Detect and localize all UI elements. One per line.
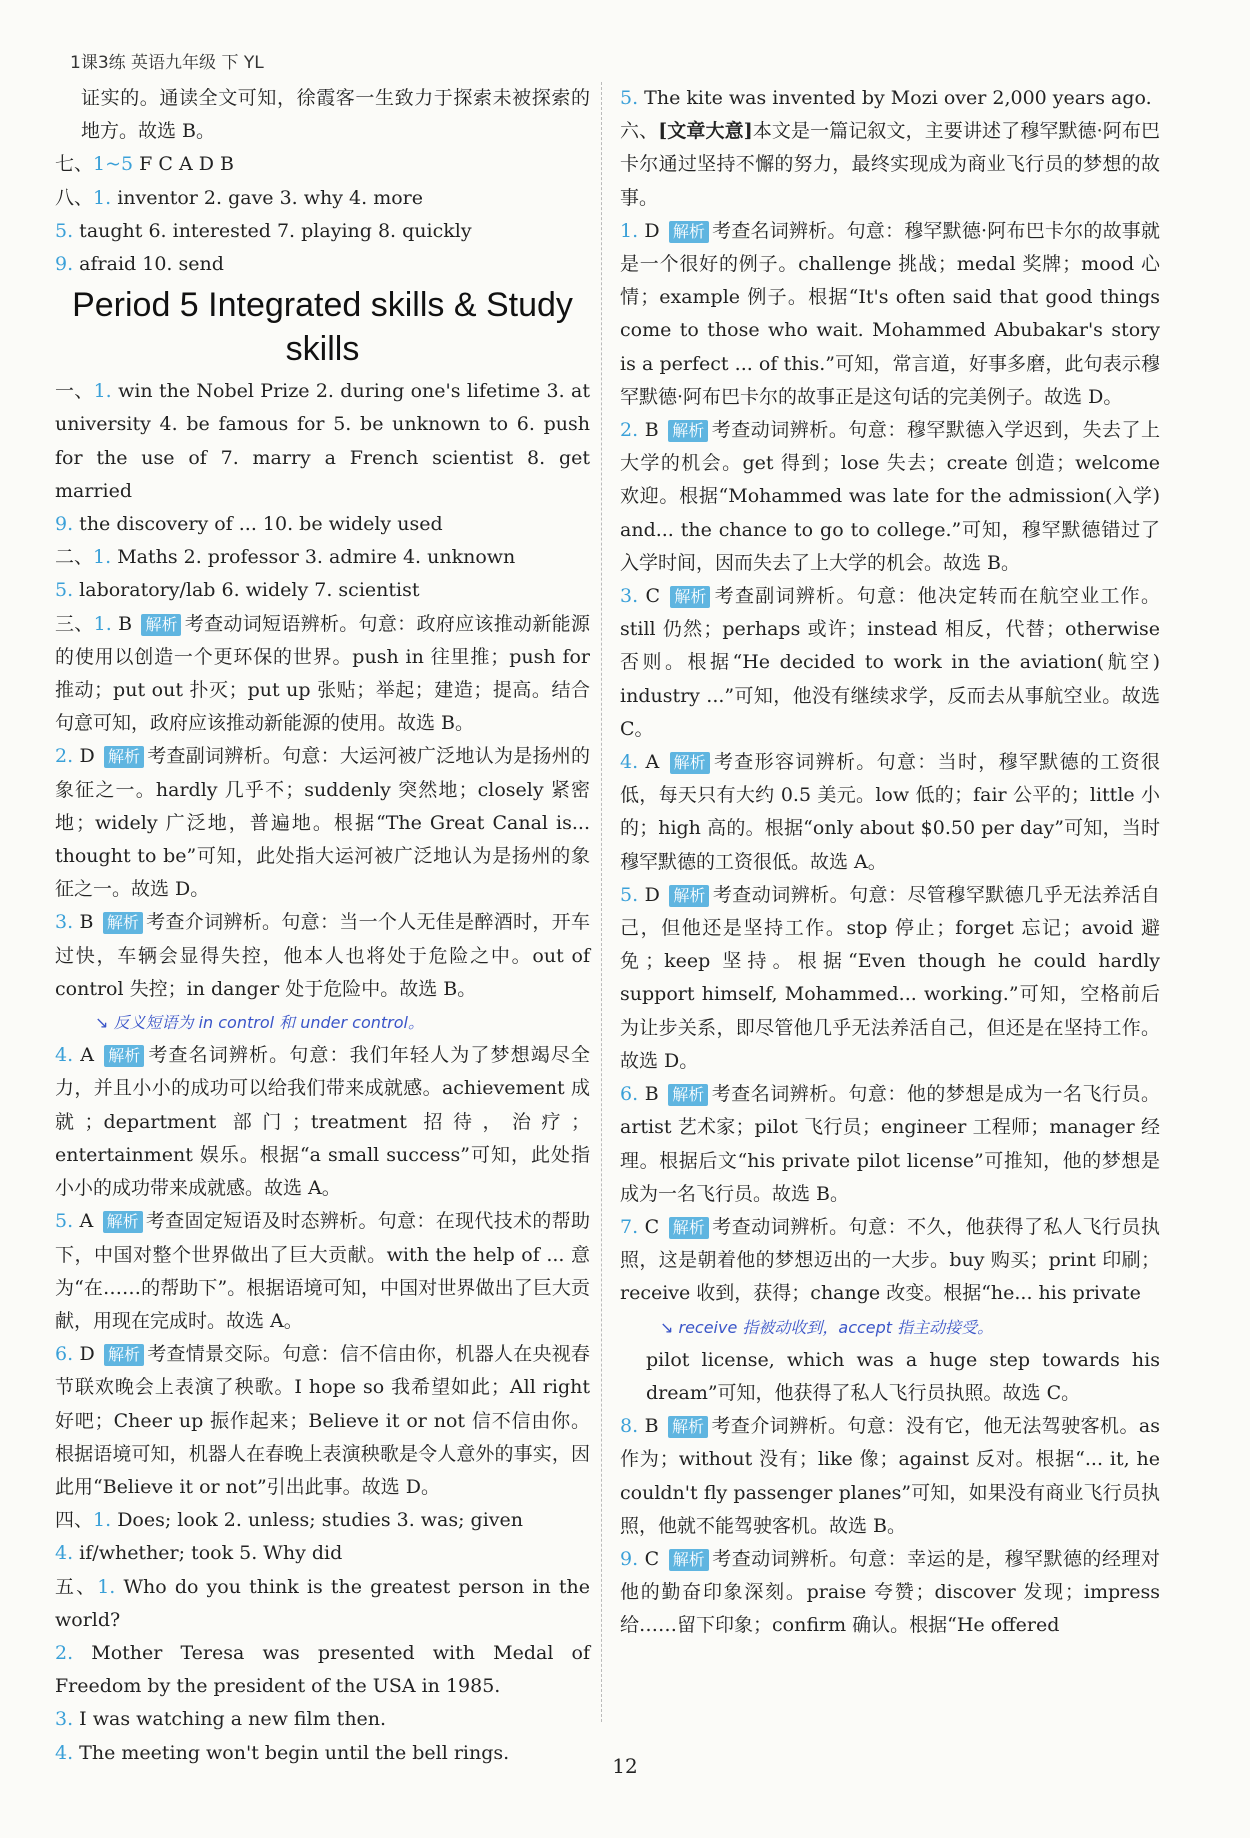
item-number: 3. (55, 1708, 74, 1731)
item-number: 5. (55, 1210, 74, 1233)
item-number: 1. (93, 546, 112, 569)
answer-item (620, 1211, 1160, 1311)
section-label: 八、 (55, 186, 94, 209)
item-number: 1. (620, 219, 639, 242)
analysis-tag: 解析 (104, 1045, 144, 1067)
answer-item (620, 1410, 1160, 1543)
answer-item (55, 1039, 590, 1205)
item-number: 5. (55, 579, 74, 602)
answer-line (55, 1571, 590, 1637)
answer-choice: D (638, 219, 666, 242)
item-text: 考查动词辨析。句意：幸运的是，穆罕默德的经理对他的勤奋印象深刻。praise 夸赞；discover 发现；impress 给……留下印象；confirm 确认。根据“He offered (620, 1547, 1160, 1637)
item-text: laboratory/lab 6. widely 7. scientist (73, 579, 420, 602)
section-label: 五、 (55, 1575, 98, 1598)
analysis-tag: 解析 (669, 221, 709, 243)
section-label: 二、 (55, 546, 94, 569)
analysis-tag: 解析 (103, 912, 143, 934)
item-text: 考查名词辨析。句意：我们年轻人为了梦想竭尽全力，并且小小的成功可以给我们带来成就感。achievement 成就；department 部门；treatment 招待，治疗；entertainment 娱乐。根据“a small success”可知，此处指小小的成功带来成就感。故选 A。 (55, 1044, 590, 1200)
column-divider (601, 82, 602, 1722)
item-text: 考查介词辨析。句意：当一个人无佳是醉酒时，开车过快，车辆会显得失控，他本人也将处于危险之中。out of control 失控；in danger 处于危险中。故选 B。 (55, 911, 590, 1000)
answer-line (55, 248, 590, 281)
item-text: 考查动词辨析。句意：穆罕默德入学迟到，失去了上大学的机会。get 得到；lose 失去；create 创造；welcome 欢迎。根据“Mohammed was late for the admission(入学) and... the chance to go to college.”可知，穆罕默德错过了入学时间，因而失去了上大学的机会。故选 B。 (620, 419, 1160, 574)
item-text: 证实的。通读全文可知，徐霞客一生致力于探索未被探索的地方。故选 B。 (81, 87, 590, 143)
answer-item (55, 608, 590, 741)
section-label: 七、 (55, 153, 94, 176)
item-number: 4. (55, 1542, 74, 1565)
answer-line (55, 1537, 590, 1570)
item-text: win the Nobel Prize 2. during one's lifetime 3. at university 4. be famous for 5. be unknown to 6. push for the use of 7. marry a French scientist 8. get married (55, 380, 590, 502)
item-number: 1. (97, 1575, 116, 1598)
item-number: 1. (93, 380, 112, 403)
answer-item (55, 740, 590, 906)
analysis-tag: 解析 (669, 885, 709, 907)
left-column (55, 82, 590, 1770)
answer-line (55, 1637, 590, 1703)
answer-choice: C (638, 1215, 666, 1238)
answer-item (55, 1338, 590, 1504)
answer-line (620, 1344, 1160, 1410)
item-text: Mother Teresa was presented with Medal of Freedom by the president of the USA in 1985. (55, 1641, 590, 1698)
item-text: afraid 10. send (73, 253, 224, 276)
running-header: 1课3练 英语九年级 下 YL (70, 53, 264, 73)
answer-item (620, 580, 1160, 746)
answer-item (620, 1543, 1160, 1643)
item-text: inventor 2. gave 3. why 4. more (111, 186, 423, 209)
answer-line (55, 574, 590, 607)
answer-item (55, 1205, 590, 1338)
item-number: 4. (620, 751, 639, 774)
analysis-tag: 解析 (669, 1549, 709, 1571)
section-label: 六、 (620, 120, 659, 143)
handwritten-note: ↘ 反义短语为 in control 和 under control。 (95, 1013, 424, 1033)
page-number: 12 (612, 1754, 638, 1778)
analysis-tag: 解析 (668, 1084, 708, 1106)
item-number: 6. (55, 1343, 74, 1366)
item-text: Maths 2. professor 3. admire 4. unknown (111, 546, 516, 569)
item-number: 9. (620, 1547, 639, 1570)
answer-line (55, 375, 590, 508)
item-number: 1. (93, 612, 112, 635)
answer-line (55, 1504, 590, 1537)
analysis-tag: 解析 (104, 746, 144, 768)
item-text: if/whether; took 5. Why did (73, 1542, 343, 1565)
analysis-tag: 解析 (103, 1211, 143, 1233)
answer-line (55, 508, 590, 541)
item-text: I was watching a new film then. (73, 1708, 387, 1731)
item-text: 考查形容词辨析。句意：当时，穆罕默德的工资很低，每天只有大约 0.5 美元。low 低的；fair 公平的；little 小的；high 高的。根据“only about $0.50 per day”可知，当时穆罕默德的工资很低。故选 A。 (620, 751, 1160, 873)
answer-choice: D (73, 745, 101, 768)
item-text: 考查名词辨析。句意：穆罕默德·阿布巴卡尔的故事就是一个很好的例子。challenge 挑战；medal 奖牌；mood 心情；example 例子。根据“It's often said that good things come to those who wait. Mohammed Abubakar's story is a perfect ... of this.”可知，常言道，好事多磨，此句表示穆罕默德·阿布巴卡尔的故事正是这句话的完美例子。故选 D。 (620, 219, 1160, 408)
item-number: 7. (620, 1215, 639, 1238)
answer-choice: B (638, 419, 666, 442)
answer-choice: C (638, 585, 668, 608)
right-column (620, 82, 1160, 1643)
answer-line (620, 115, 1160, 215)
answer-line (55, 1703, 590, 1736)
item-text: The kite was invented by Mozi over 2,000 years ago. (638, 87, 1152, 109)
item-text: 考查名词辨析。句意：他的梦想是成为一名飞行员。artist 艺术家；pilot 飞行员；engineer 工程师；manager 经理。根据后文“his private pilot license”可推知，他的梦想是成为一名飞行员。故选 B。 (620, 1083, 1160, 1205)
item-number: 9. (55, 253, 74, 276)
item-number: 4. (55, 1044, 74, 1067)
answer-line (55, 148, 590, 181)
item-number: 5. (55, 219, 74, 242)
item-text: taught 6. interested 7. playing 8. quickly (73, 219, 472, 242)
analysis-tag: 解析 (668, 1416, 708, 1438)
section-label: 三、 (55, 612, 94, 635)
item-number: 2. (55, 1641, 74, 1664)
answer-choice: A (638, 751, 667, 774)
answer-choice: D (638, 883, 667, 906)
section-label: 一、 (55, 380, 94, 403)
section-title: Period 5 Integrated skills & Study skills (72, 286, 573, 369)
item-number: 6. (620, 1083, 639, 1106)
answer-choice: D (73, 1343, 101, 1366)
item-text: 考查动词短语辨析。句意：政府应该推动新能源的使用以创造一个更环保的世界。push in 往里推；push for 推动；put out 扑灭；put up 张贴；举起；建造；提高。结合句意可知，政府应该推动新能源的使用。故选 B。 (55, 612, 590, 735)
answer-item (620, 1078, 1160, 1211)
item-text: 考查情景交际。句意：信不信由你，机器人在央视春节联欢晚会上表演了秧歌。I hope so 我希望如此；All right 好吧；Cheer up 振作起来；Believe it or not 信不信由你。根据语境可知，机器人在春晚上表演秧歌是令人意外的事实，因此用“Believe it or not”引出此事。故选 D。 (55, 1343, 590, 1498)
summary-label: [文章大意] (658, 120, 753, 143)
item-number: 3. (620, 585, 639, 608)
analysis-tag: 解析 (670, 586, 710, 608)
item-text: 考查介词辨析。句意：没有它，他无法驾驶客机。as 作为；without 没有；like 像；against 反对。根据“... it, he couldn't fly passenger planes”可知，如果没有商业飞行员执照，他就不能驾驶客机。故选 B。 (620, 1415, 1160, 1537)
answer-choice: A (73, 1210, 100, 1233)
item-text: pilot license, which was a huge step towards his dream”可知，他获得了私人飞行员执照。故选 C。 (646, 1348, 1160, 1404)
answer-item (620, 746, 1160, 879)
analysis-tag: 解析 (104, 1344, 144, 1366)
answer-line (55, 182, 590, 215)
item-number: 1. (93, 1509, 112, 1532)
item-number: 9. (55, 513, 74, 536)
answer-line (55, 82, 590, 148)
item-text: the discovery of ... 10. be widely used (73, 513, 443, 536)
item-text: 考查动词辨析。句意：不久，他获得了私人飞行员执照，这是朝着他的梦想迈出的一大步。buy 购买；print 印刷；receive 收到，获得；change 改变。根据“he... his private (620, 1215, 1160, 1305)
answer-choice: B (111, 612, 139, 635)
section-label: 四、 (55, 1509, 94, 1532)
answer-line (620, 82, 1160, 115)
item-number: 5. (620, 87, 639, 109)
item-number: 4. (55, 1741, 74, 1764)
analysis-tag: 解析 (141, 614, 181, 636)
item-text: F C A D B (133, 153, 234, 176)
answer-choice: B (638, 1083, 666, 1106)
analysis-tag: 解析 (669, 1217, 709, 1239)
item-number: 5. (620, 883, 639, 906)
item-number: 1. (93, 186, 112, 209)
item-number: 2. (55, 745, 74, 768)
item-text: Does; look 2. unless; studies 3. was; given (111, 1509, 524, 1532)
answer-item (620, 879, 1160, 1078)
item-text: 本文是一篇记叙文，主要讲述了穆罕默德·阿布巴卡尔通过坚持不懈的努力，最终实现成为商业飞行员的梦想的故事。 (620, 120, 1160, 209)
answer-item (620, 414, 1160, 580)
answer-choice: C (638, 1547, 666, 1570)
item-number: 1~5 (93, 153, 134, 176)
item-number: 2. (620, 419, 639, 442)
item-text: Who do you think is the greatest person in the world? (55, 1575, 590, 1631)
answer-item (55, 906, 590, 1006)
item-text: The meeting won't begin until the bell rings. (73, 1741, 510, 1764)
answer-choice: B (73, 911, 100, 934)
analysis-tag: 解析 (670, 752, 710, 774)
answer-line (55, 215, 590, 248)
item-text: 考查动词辨析。句意：尽管穆罕默德几乎无法养活自己，但他还是坚持工作。stop 停止；forget 忘记；avoid 避免；keep 坚持。根据“Even though he could hardly support himself, Mohammed... working.”可知，空格前后为让步关系，即尽管他几乎无法养活自己，但还是在坚持工作。故选 D。 (620, 883, 1160, 1072)
answer-line (55, 541, 590, 574)
handwritten-note: ↘ receive 指被动收到，accept 指主动接受。 (660, 1317, 994, 1337)
item-number: 3. (55, 911, 74, 934)
item-number: 8. (620, 1415, 639, 1438)
answer-item (620, 215, 1160, 414)
item-text: 考查固定短语及时态辨析。句意：在现代技术的帮助下，中国对整个世界做出了巨大贡献。with the help of ... 意为“在……的帮助下”。根据语境可知，中国对世界做出了巨大贡献，用现在完成时。故选 A。 (55, 1210, 590, 1332)
answer-choice: A (73, 1044, 102, 1067)
item-text: 考查副词辨析。句意：大运河被广泛地认为是扬州的象征之一。hardly 几乎不；suddenly 突然地；closely 紧密地；widely 广泛地，普遍地。根据“The Great Canal is... thought to be”可知，此处指大运河被广泛地认为是扬州的象征之一。故选 D。 (55, 745, 590, 901)
analysis-tag: 解析 (668, 420, 708, 442)
answer-choice: B (638, 1415, 666, 1438)
item-text: 考查副词辨析。句意：他决定转而在航空业工作。still 仍然；perhaps 或许；instead 相反，代替；otherwise 否则。根据“He decided to work in the aviation(航空) industry ...”可知，他没有继续求学，反而去从事航空业。故选 C。 (620, 585, 1160, 740)
